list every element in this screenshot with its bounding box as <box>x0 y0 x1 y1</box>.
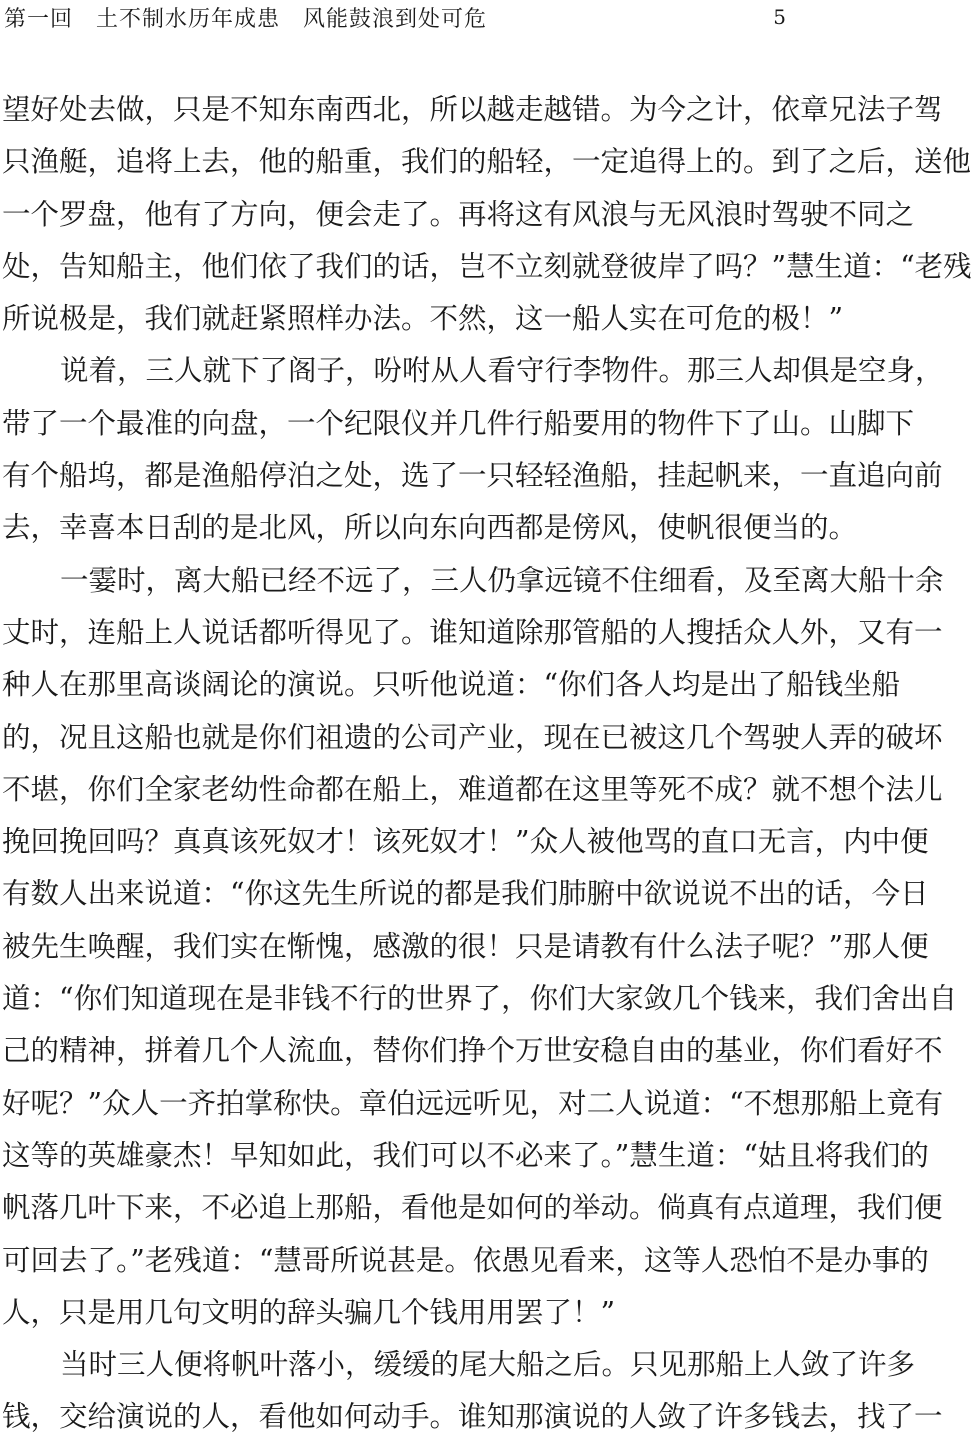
text-line: 不堪，你们全家老幼性命都在船上，难道都在这里等死不成？就不想个法儿 <box>2 772 943 806</box>
text-line: 挽回挽回吗？真真该死奴才！该死奴才！”众人被他骂的直口无言，内中便 <box>2 825 929 859</box>
text-line: 的，况且这船也就是你们祖遗的公司产业，现在已被这几个驾驶人弄的破坏 <box>2 720 943 754</box>
text-line: 只渔艇，追将上去，他的船重，我们的船轻，一定追得上的。到了之后，送他 <box>2 145 972 179</box>
text-line: 一个罗盘，他有了方向，便会走了。再将这有风浪与无风浪时驾驶不同之 <box>2 197 915 231</box>
running-header <box>4 2 786 32</box>
text-line: 丈时，连船上人说话都听得见了。谁知道除那管船的人搜括众人外，又有一 <box>2 615 943 649</box>
text-line: 去，幸喜本日刮的是北风，所以向东向西都是傍风，使帆很便当的。 <box>2 511 858 545</box>
text-line: 道：“你们知道现在是非钱不行的世界了，你们大家敛几个钱来，我们舍出自 <box>2 982 958 1016</box>
text-line: 人，只是用几句文明的辞头骗几个钱用用罢了！” <box>2 1295 616 1329</box>
text-line: 说着，三人就下了阁子，吩咐从人看守行李物件。那三人却俱是空身， <box>60 354 944 388</box>
chapter-title: 第一回 土不制水历年成患 风能鼓浪到处可危 <box>4 6 488 32</box>
text-line: 处，告知船主，他们依了我们的话，岂不立刻就登彼岸了吗？”慧生道：“老残 <box>2 249 972 283</box>
text-line: 所说极是，我们就赶紧照样办法。不然，这一船人实在可危的极！” <box>2 302 844 336</box>
text-line: 被先生唤醒，我们实在惭愧，感激的很！只是请教有什么法子呢？”那人便 <box>2 929 929 963</box>
text-line: 种人在那里高谈阔论的演说。只听他说道：“你们各人均是出了船钱坐船 <box>2 668 901 702</box>
text-line: 带了一个最准的向盘，一个纪限仪并几件行船要用的物件下了山。山脚下 <box>2 406 915 440</box>
text-line: 有数人出来说道：“你这先生所说的都是我们肺腑中欲说说不出的话，今日 <box>2 877 929 911</box>
text-line: 帆落几叶下来，不必追上那船，看他是如何的举动。倘真有点道理，我们便 <box>2 1191 943 1225</box>
page-number: 5 <box>773 5 786 29</box>
text-line: 好呢？”众人一齐拍掌称快。章伯远远听见，对二人说道：“不想那船上竟有 <box>2 1086 944 1120</box>
text-line: 当时三人便将帆叶落小，缓缓的尾大船之后。只见那船上人敛了许多 <box>60 1348 916 1382</box>
text-line: 望好处去做，只是不知东南西北，所以越走越错。为今之计，依章兄法子驾 <box>2 93 943 126</box>
text-line: 这等的英雄豪杰！早知如此，我们可以不必来了。”慧生道：“姑且将我们的 <box>2 1138 929 1172</box>
text-line: 一霎时，离大船已经不远了，三人仍拿远镜不住细看，及至离大船十余 <box>60 563 944 597</box>
text-line: 可回去了。”老残道：“慧哥所说甚是。依愚见看来，这等人恐怕不是办事的 <box>2 1243 929 1277</box>
text-line: 己的精神，拼着几个人流血，替你们挣个万世安稳自由的基业，你们看好不 <box>2 1034 943 1068</box>
text-line: 有个船坞，都是渔船停泊之处，选了一只轻轻渔船，挂起帆来，一直追向前 <box>2 459 943 493</box>
text-line: 钱，交给演说的人，看他如何动手。谁知那演说的人敛了许多钱去，找了一 <box>2 1400 943 1434</box>
body-text <box>2 84 972 1444</box>
